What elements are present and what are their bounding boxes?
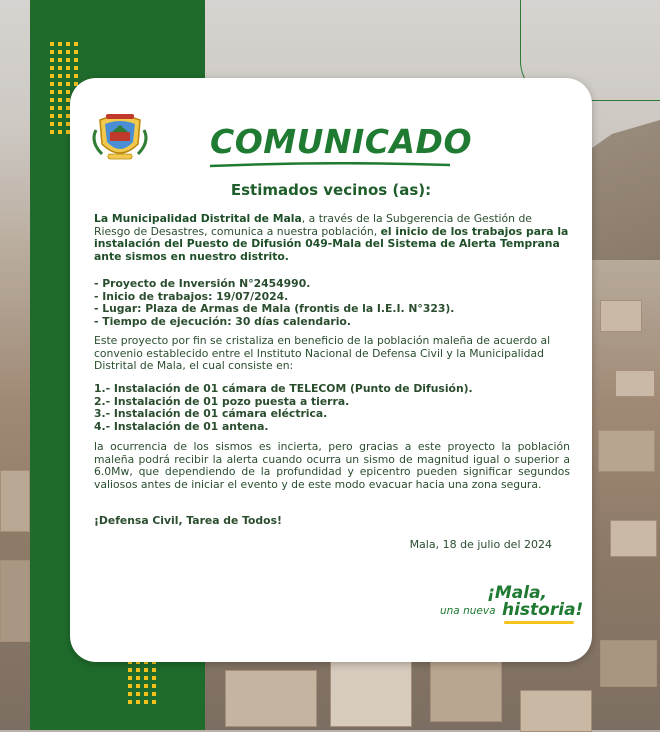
slogan-underline: [504, 621, 574, 624]
document-date: Mala, 18 de julio del 2024: [409, 538, 552, 551]
description-paragraph: Este proyecto por fin se cristaliza en beneficio de la población maleña de acuerdo al convenio establecido entre el Instituto Nacional de Defensa Civil y la Municipalidad Distrital de Mala, el cual consiste en:: [94, 334, 551, 373]
installations-list: [94, 383, 570, 433]
page-title: COMUNICADO: [210, 122, 473, 161]
mala-slogan-logo: [440, 583, 584, 633]
list-item: 4.- Instalación de 01 antena.: [94, 419, 269, 433]
list-item: 2.- Instalación de 01 pozo puesta a tierra.: [94, 394, 350, 408]
title-underline: [210, 162, 450, 168]
list-item: - Inicio de trabajos: 19/07/2024.: [94, 289, 289, 303]
conclusion-paragraph: la ocurrencia de los sismos es incierta, pero gracias a este proyecto la población maleña podrá recibir la alerta cuando ocurra un sismo de magnitud igual o superior a 6.0Mw, que dependiendo de la profundidad y epicentro pueden significar segundos valiosos antes de iniciar el evento y de este modo evacuar hacia una zona segura.: [94, 440, 570, 491]
announcement-card: [70, 78, 592, 662]
list-item: - Tiempo de ejecución: 30 días calendario.: [94, 314, 351, 328]
list-item: 3.- Instalación de 01 cámara eléctrica.: [94, 407, 328, 421]
list-item: 1.- Instalación de 01 cámara de TELECOM (Punto de Difusión).: [94, 382, 473, 395]
list-item: - Lugar: Plaza de Armas de Mala (frontis de la I.E.I. N°323).: [94, 302, 455, 316]
intro-paragraph: [94, 213, 570, 263]
municipality-crest-icon: [92, 110, 148, 166]
list-item: - Proyecto de Inversión N°2454990.: [94, 277, 311, 290]
closing-slogan: ¡Defensa Civil, Tarea de Todos!: [94, 514, 282, 527]
intro-highlight: el inicio de los trabajos para la instalación del Puesto de Difusión 049-Mala del Sistema de Alerta Temprana ante sismos en nuestro distrito.: [94, 224, 569, 263]
project-details-list: [94, 278, 570, 328]
intro-text: , a través de la Subgerencia de Gestión de Riesgo de Desastres, comunica a nuestra población,: [94, 212, 532, 238]
slogan-line1: ¡Mala,: [487, 583, 547, 603]
greeting-heading: Estimados vecinos (as):: [230, 181, 432, 199]
slogan-line2a: una nueva: [440, 605, 496, 617]
slogan-line2b: historia!: [502, 600, 584, 620]
intro-entity: La Municipalidad Distrital de Mala: [94, 212, 302, 225]
